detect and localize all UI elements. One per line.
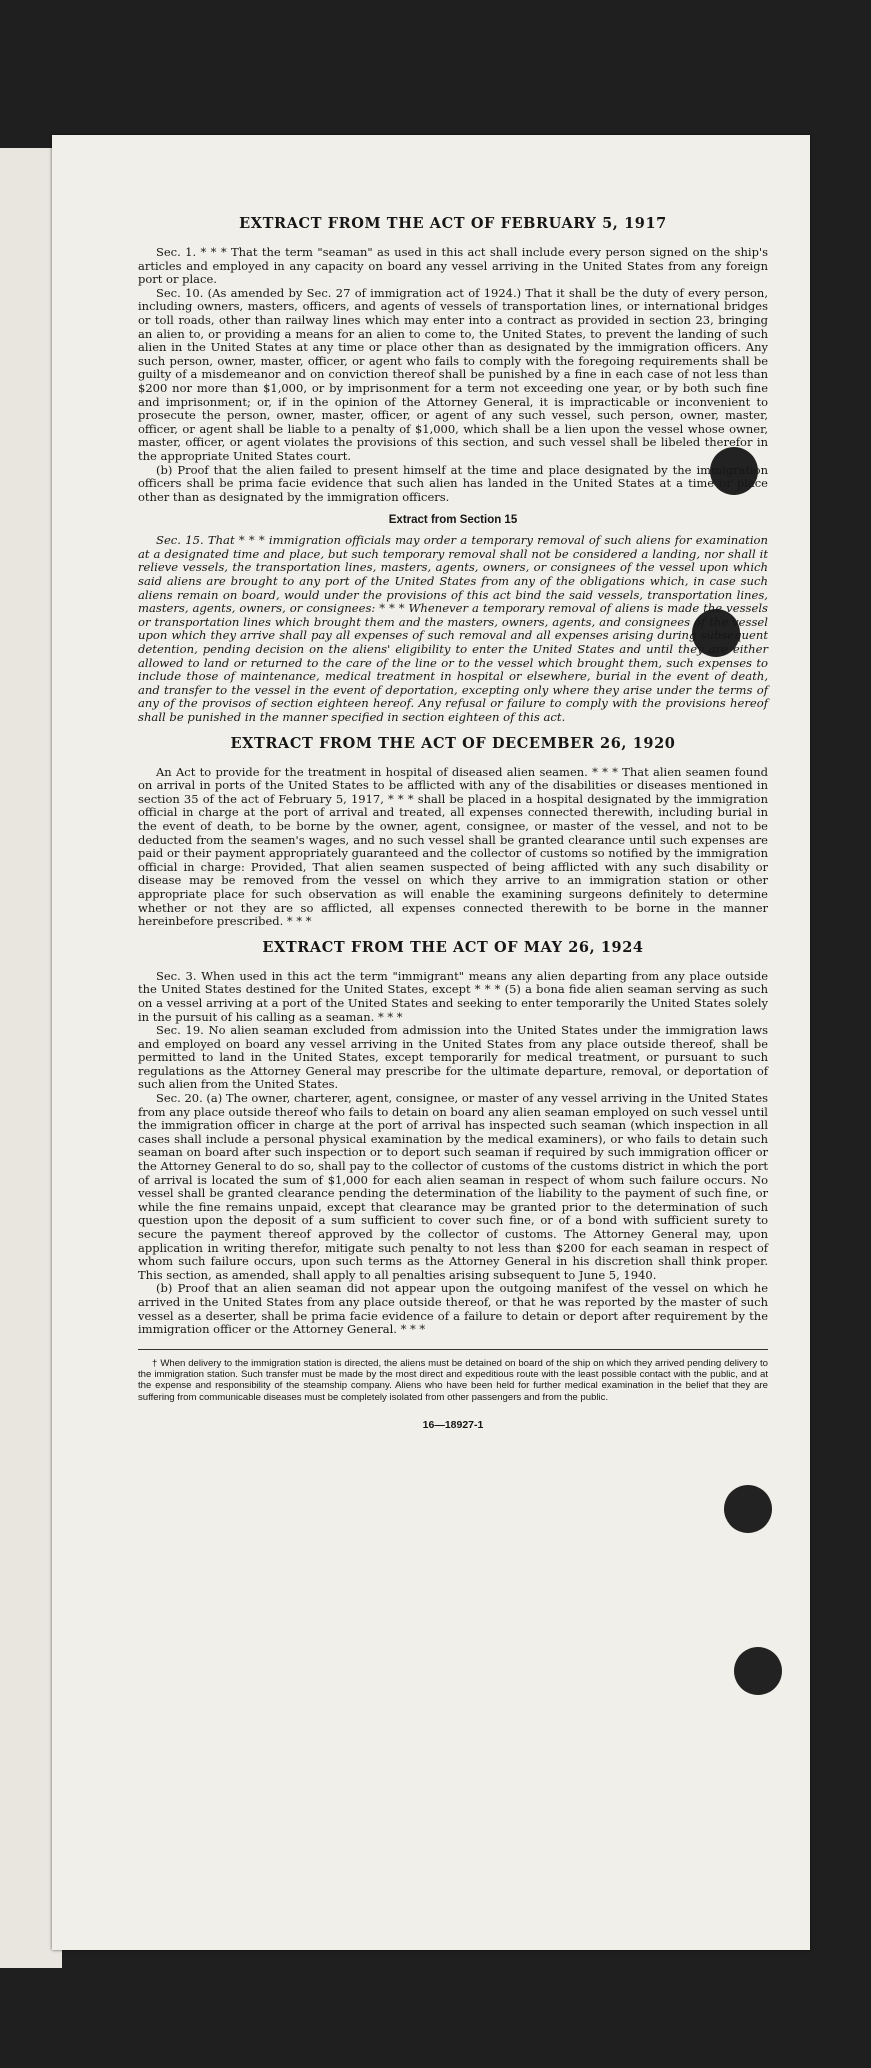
document-page — [52, 135, 810, 1950]
paragraph: Sec. 1. * * * That the term "seaman" as used in this act shall include every person signed on the ship's articles and employed in any capacity on board any vessel arriving in the United States from any foreign port or place. — [138, 245, 768, 287]
paragraph: Sec. 19. No alien seaman excluded from admission into the United States under the immigration laws and employed on board any vessel arriving in the United States from any place outside thereof, shall be permitted to land in the United States, except temporarily for medical treatment, or pursuant to such regulations as the Attorney General may prescribe for the ultimate departure, removal, or deportation of such alien from the United States. — [138, 1023, 768, 1092]
paragraph: Sec. 20. (a) The owner, charterer, agent, consignee, or master of any vessel arriving in the United States from any place outside thereof who fails to detain on board any alien seaman employed on such vessel until the immigration officer in charge at the port of arrival has inspected such seaman (which inspection in all cases shall include a personal physical examination by the medical examiners), or who fails to detain such seaman on board after such inspection or to deport such seaman if required by such immigration officer or the Attorney General to do so, shall pay to the collector of customs of the customs district in which the port of arrival is located the sum of $1,000 for each alien seaman in respect of whom such failure occurs. No vessel shall be granted clearance pending the determination of the liability to the payment of such fine, or while the fine remains unpaid, except that clearance may be granted prior to the determination of such question upon the deposit of a sum sufficient to cover such fine, or of a bond with sufficient surety to secure the payment thereof approved by the collector of customs. The Attorney General may, upon application in writing therefor, mitigate such penalty to not less than $200 for each seaman in respect of whom such failure occurs, upon such terms as the Attorney General in his discretion shall think proper. This section, as amended, shall apply to all penalties arising subsequent to June 5, 1940. — [138, 1091, 768, 1282]
footnote — [138, 1358, 768, 1403]
footnote-divider — [138, 1349, 768, 1350]
heading-act-1924: EXTRACT FROM THE ACT OF MAY 26, 1924 — [262, 938, 644, 956]
section-act-1917 — [138, 246, 768, 504]
punch-hole — [734, 1647, 782, 1695]
paragraph: Sec. 3. When used in this act the term "immigrant" means any alien departing from any place outside the United States destined for the United States, except * * * (5) a bona fide alien seaman serving as such on a vessel arriving at a port of the United States and seeking to enter temporarily the United States solely in the pursuit of his calling as a seaman. * * * — [138, 968, 768, 1024]
document-body — [138, 215, 768, 1431]
paragraph: Sec. 10. (As amended by Sec. 27 of immigration act of 1924.) That it shall be the duty of every person, including owners, masters, officers, and agents of vessels of transportation lines, or international bridges or toll roads, other than railway lines which may enter into a contract as provided in section 23, bringing an alien to, or providing a means for an alien to come to, the United States, to prevent the landing of such alien in the United States at any time or place other than as designated by the immigration officers. Any such person, owner, master, officer, or agent who fails to comply with the foregoing requirements shall be guilty of a misdemeanor and on conviction thereof shall be punished by a fine in each case of not less than $200 nor more than $1,000, or by imprisonment for a term not exceeding one year, or by both such fine and imprisonment; or, if in the opinion of the Attorney General, it is impracticable or inconvenient to prosecute the person, owner, master, officer, or agent of any such vessel, such person, owner, master, officer, or agent shall be liable to a penalty of $1,000, which shall be a lien upon the vessel whose owner, master, officer, or agent violates the provisions of this section, and such vessel shall be libeled therefor in the appropriate United States court. — [138, 285, 768, 463]
heading-section-15: Extract from Section 15 — [388, 514, 518, 527]
paragraph: An Act to provide for the treatment in hospital of diseased alien seamen. * * * That alien seamen found on arrival in ports of the United States to be afflicted with any of the disabilities or diseases mentioned in section 35 of the act of February 5, 1917, * * * shall be placed in a hospital designated by the immigration official in charge at the port of arrival and treated, all expenses connected therewith, including burial in the event of death, to be borne by the owner, agent, consignee, or master of the vessel, and not to be deducted from the seamen's wages, and no such vessel shall be granted clearance until such expenses are paid or their payment appropriately guaranteed and the collector of customs so notified by the immigration official in charge: Provided, That alien seamen suspected of being afflicted with any such disability or disease may be removed from the vessel on which they arrive to an immigration station or other appropriate place for such observation as will enable the examining surgeons definitely to determine whether or not they are so afflicted, all expenses connected therewith to be borne in the manner hereinbefore prescribed. * * * — [138, 764, 768, 929]
footnote-text: † When delivery to the immigration station is directed, the aliens must be detained on board of the ship on which they arrived pending delivery to the immigration station. Such transfer must be made by the most direct and expeditious route with the least possible contact with the public, and at the expense and responsibility of the steamship company. Aliens who have been held for further medical examination in the belief that they are suffering from communicable diseases must be completely isolated from other passengers and from the public. — [138, 1357, 768, 1403]
form-code: 16—18927-1 — [422, 1418, 484, 1431]
paragraph: (b) Proof that the alien failed to present himself at the time and place designated by the immigration officers shall be prima facie evidence that such alien has landed in the United States at a time or place other than as designated by the immigration officers. — [138, 462, 768, 504]
paragraph: Sec. 15. That * * * immigration officials may order a temporary removal of such aliens for examination at a designated time and place, but such temporary removal shall not be considered a landing, nor shall it relieve vessels, the transportation lines, masters, agents, owners, or consignees of the vessel upon which said aliens are brought to any port of the United States from any of the obligations which, in case such aliens remain on board, would under the provisions of this act bind the said vessels, transportation lines, masters, agents, owners, or consignees: * * * Whenever a temporary removal of aliens is made the vessels or transportation lines which brought them and the masters, owners, agents, and consignees of the vessel upon which they arrive shall pay all expenses of such removal and all expenses arising during subsequent detention, pending decision on the aliens' eligibility to enter the United States and until they are either allowed to land or returned to the care of the line or to the vessel which brought them, such expenses to include those of maintenance, medical treatment in hospital or elsewhere, burial in the event of death, and transfer to the vessel in the event of deportation, excepting only where they arise under the terms of any of the provisos of section eighteen hereof. Any refusal or failure to comply with the provisions hereof shall be punished in the manner specified in section eighteen of this act. — [138, 533, 768, 724]
section-act-1920 — [138, 766, 768, 929]
heading-act-1917: EXTRACT FROM THE ACT OF FEBRUARY 5, 1917 — [239, 215, 667, 232]
section-act-1924 — [138, 970, 768, 1337]
section-15 — [138, 534, 768, 724]
heading-act-1920: EXTRACT FROM THE ACT OF DECEMBER 26, 1920 — [230, 734, 676, 752]
punch-hole — [724, 1485, 772, 1533]
paragraph: (b) Proof that an alien seaman did not appear upon the outgoing manifest of the vessel on which he arrived in the United States from any place outside thereof, or that he was reported by the master of such vessel as a deserter, shall be prima facie evidence of a failure to detain or deport after requirement by the immigration officer or the Attorney General. * * * — [138, 1281, 768, 1337]
